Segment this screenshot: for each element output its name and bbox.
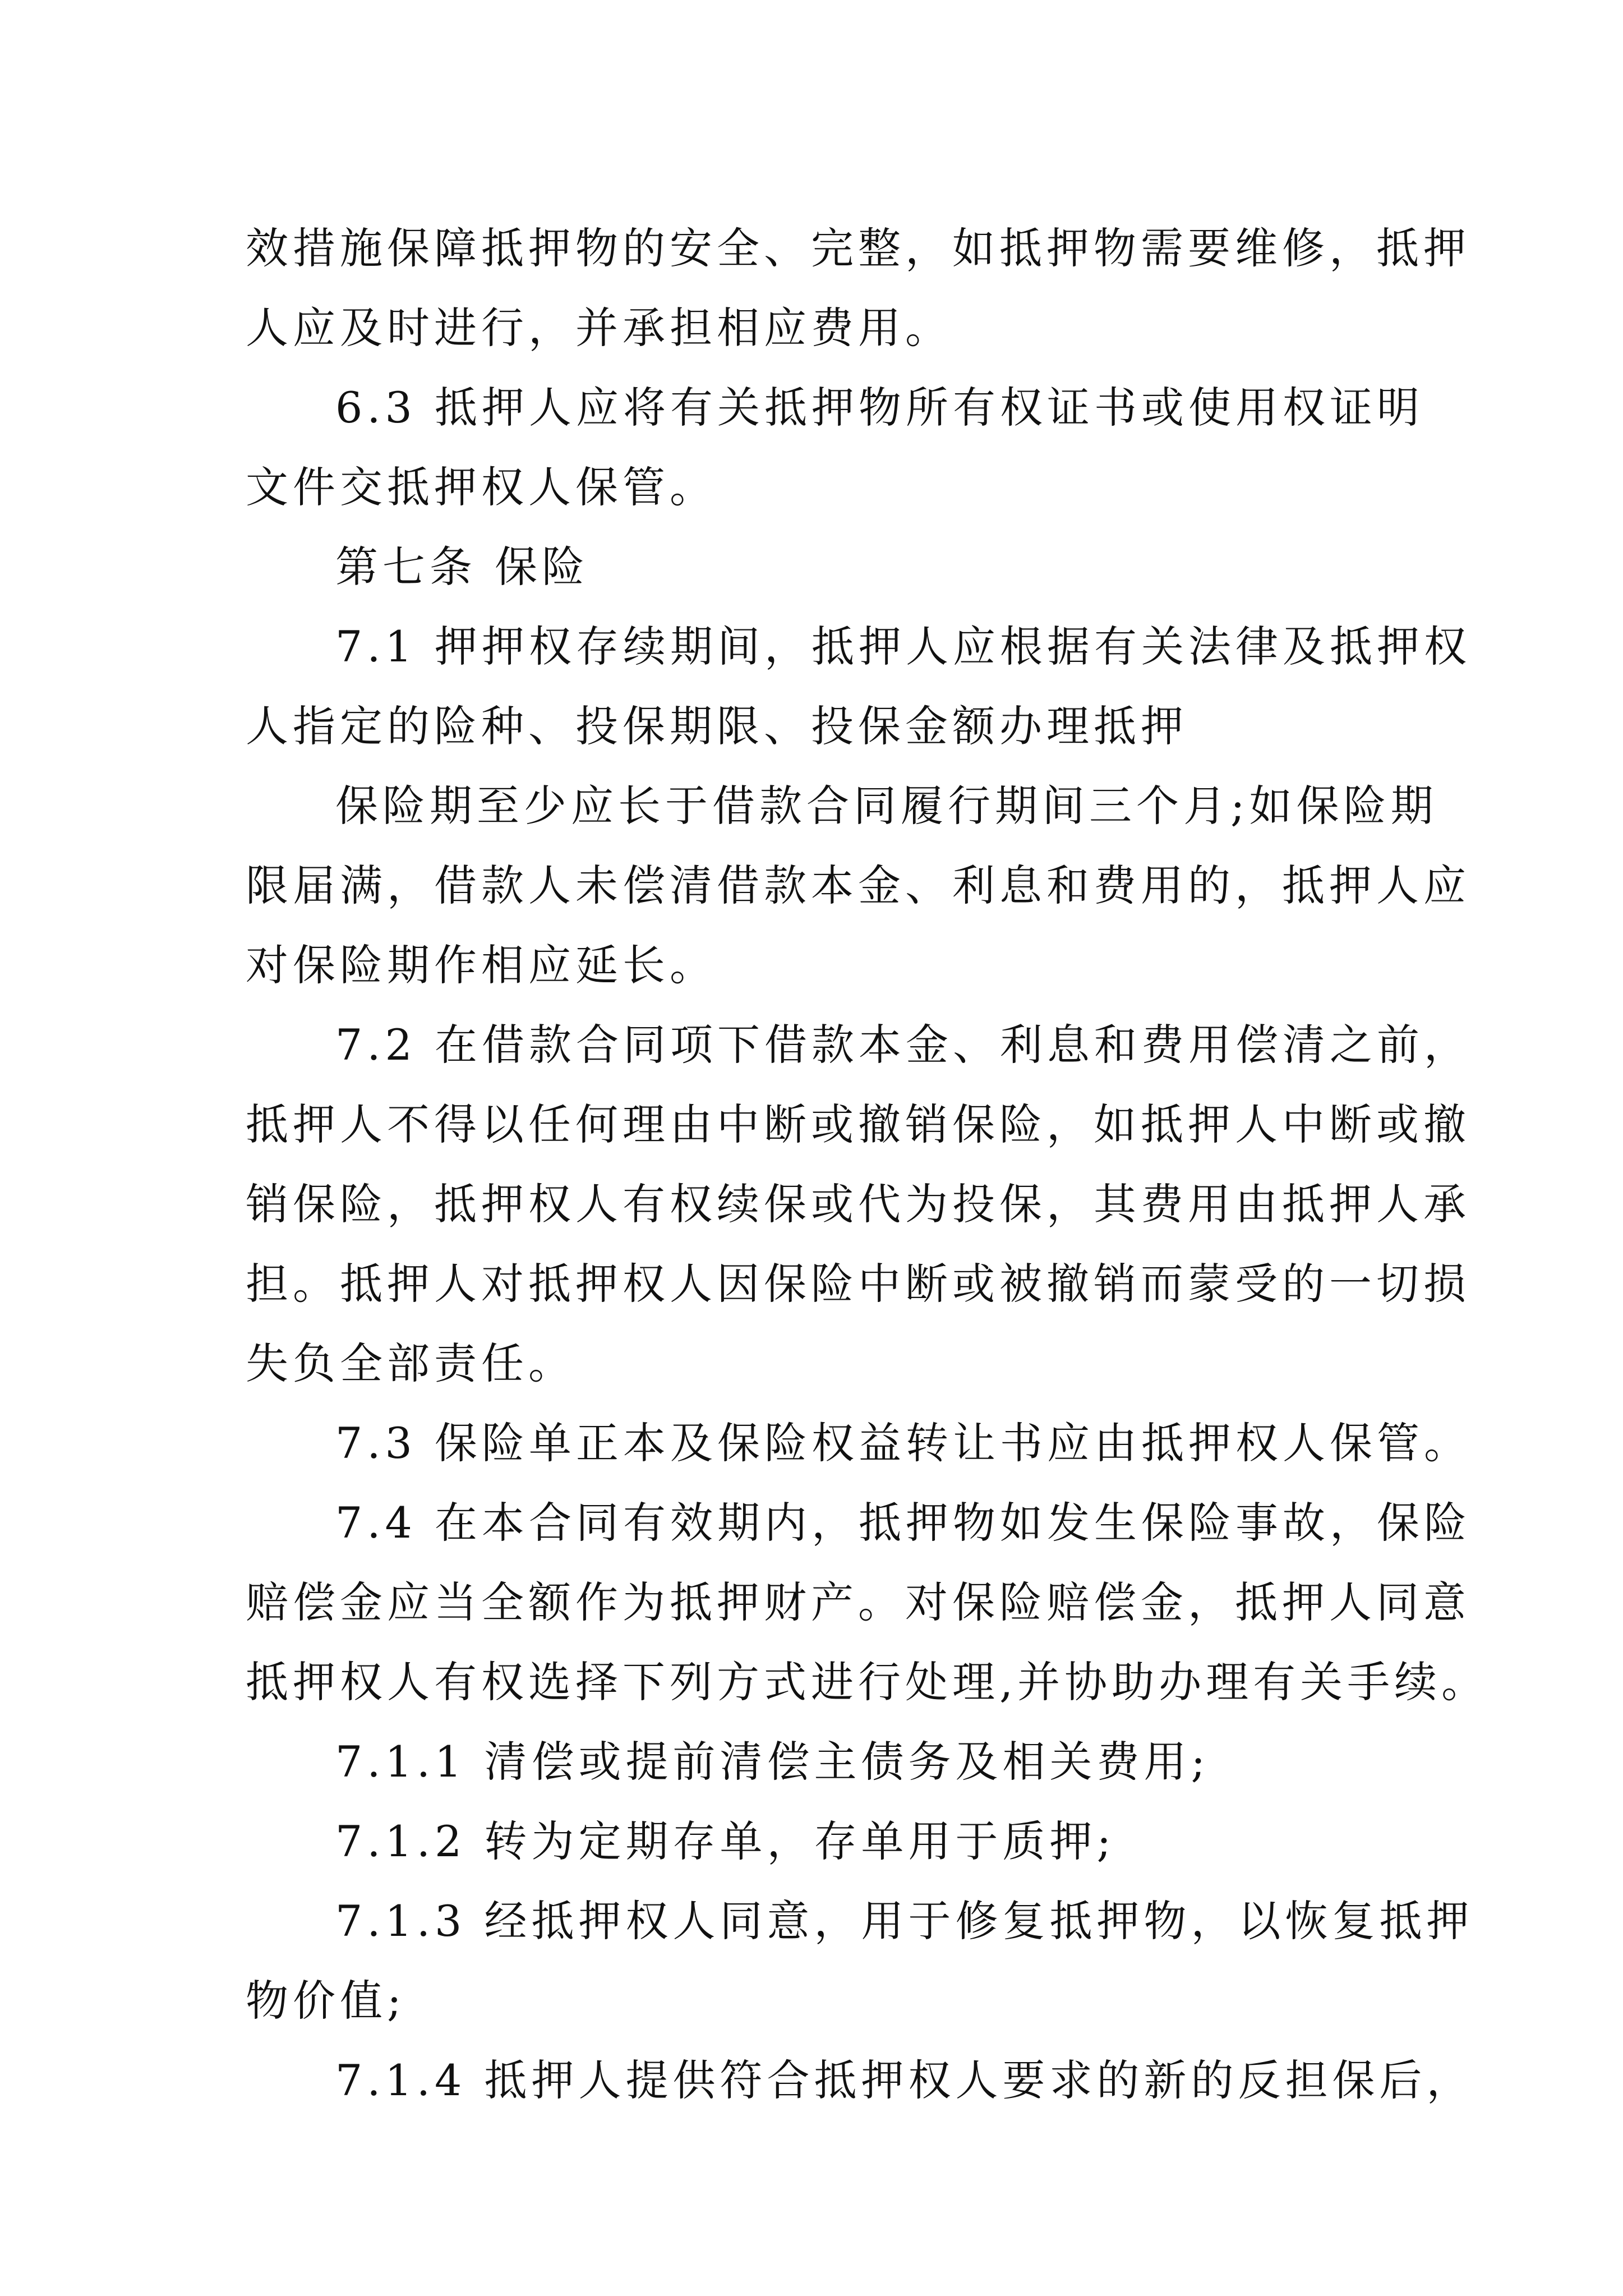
text-line: 物价值;: [246, 1976, 406, 2026]
text-line: 对保险期作相应延长。: [246, 940, 717, 990]
text-line: 6.3 抵押人应将有关抵押物所有权证书或使用权证明: [335, 383, 1424, 432]
text-line: 7.1 押押权存续期间，抵押人应根据有关法律及抵押权: [335, 622, 1472, 671]
document-body: [246, 209, 1489, 2120]
section-heading: 第七条 保险: [335, 542, 589, 592]
text-line: 担。抵押人对抵押权人因保险中断或被撤销而蒙受的一切损: [246, 1259, 1470, 1309]
text-line: 赔偿金应当全额作为抵押财产。对保险赔偿金，抵押人同意: [246, 1577, 1470, 1627]
text-line: 限届满，借款人未偿清借款本金、利息和费用的，抵押人应: [246, 861, 1470, 910]
text-line: 失负全部责任。: [246, 1338, 575, 1388]
text-line: 销保险，抵押权人有权续保或代为投保，其费用由抵押人承: [246, 1179, 1470, 1229]
text-line: 7.2 在借款合同项下借款本金、利息和费用偿清之前，: [335, 1020, 1472, 1070]
text-line: 7.1.3 经抵押权人同意，用于修复抵押物，以恢复抵押: [335, 1896, 1474, 1946]
text-line: 人指定的险种、投保期限、投保金额办理抵押: [246, 701, 1188, 751]
text-line: 抵押人不得以任何理由中断或撤销保险，如抵押人中断或撤: [246, 1099, 1470, 1149]
text-line: 人应及时进行，并承担相应费用。: [246, 303, 952, 353]
text-line: 7.3 保险单正本及保险权益转让书应由抵押权人保管。: [335, 1418, 1472, 1468]
text-line: 抵押权人有权选择下列方式进行处理,并协助办理有关手续。: [246, 1657, 1489, 1707]
text-line: 保险期至少应长于借款合同履行期间三个月;如保险期: [335, 781, 1438, 831]
text-line: 7.1.2 转为定期存单，存单用于质押;: [335, 1816, 1116, 1866]
text-line: 7.1.1 清偿或提前清偿主债务及相关费用;: [335, 1737, 1210, 1787]
text-line: 7.1.4 抵押人提供符合抵押权人要求的新的反担保后，: [335, 2055, 1474, 2105]
text-line: 文件交抵押权人保管。: [246, 462, 717, 512]
text-line: 效措施保障抵押物的安全、完整，如抵押物需要维修，抵押: [246, 223, 1470, 273]
text-line: 7.4 在本合同有效期内，抵押物如发生保险事故，保险: [335, 1498, 1472, 1548]
